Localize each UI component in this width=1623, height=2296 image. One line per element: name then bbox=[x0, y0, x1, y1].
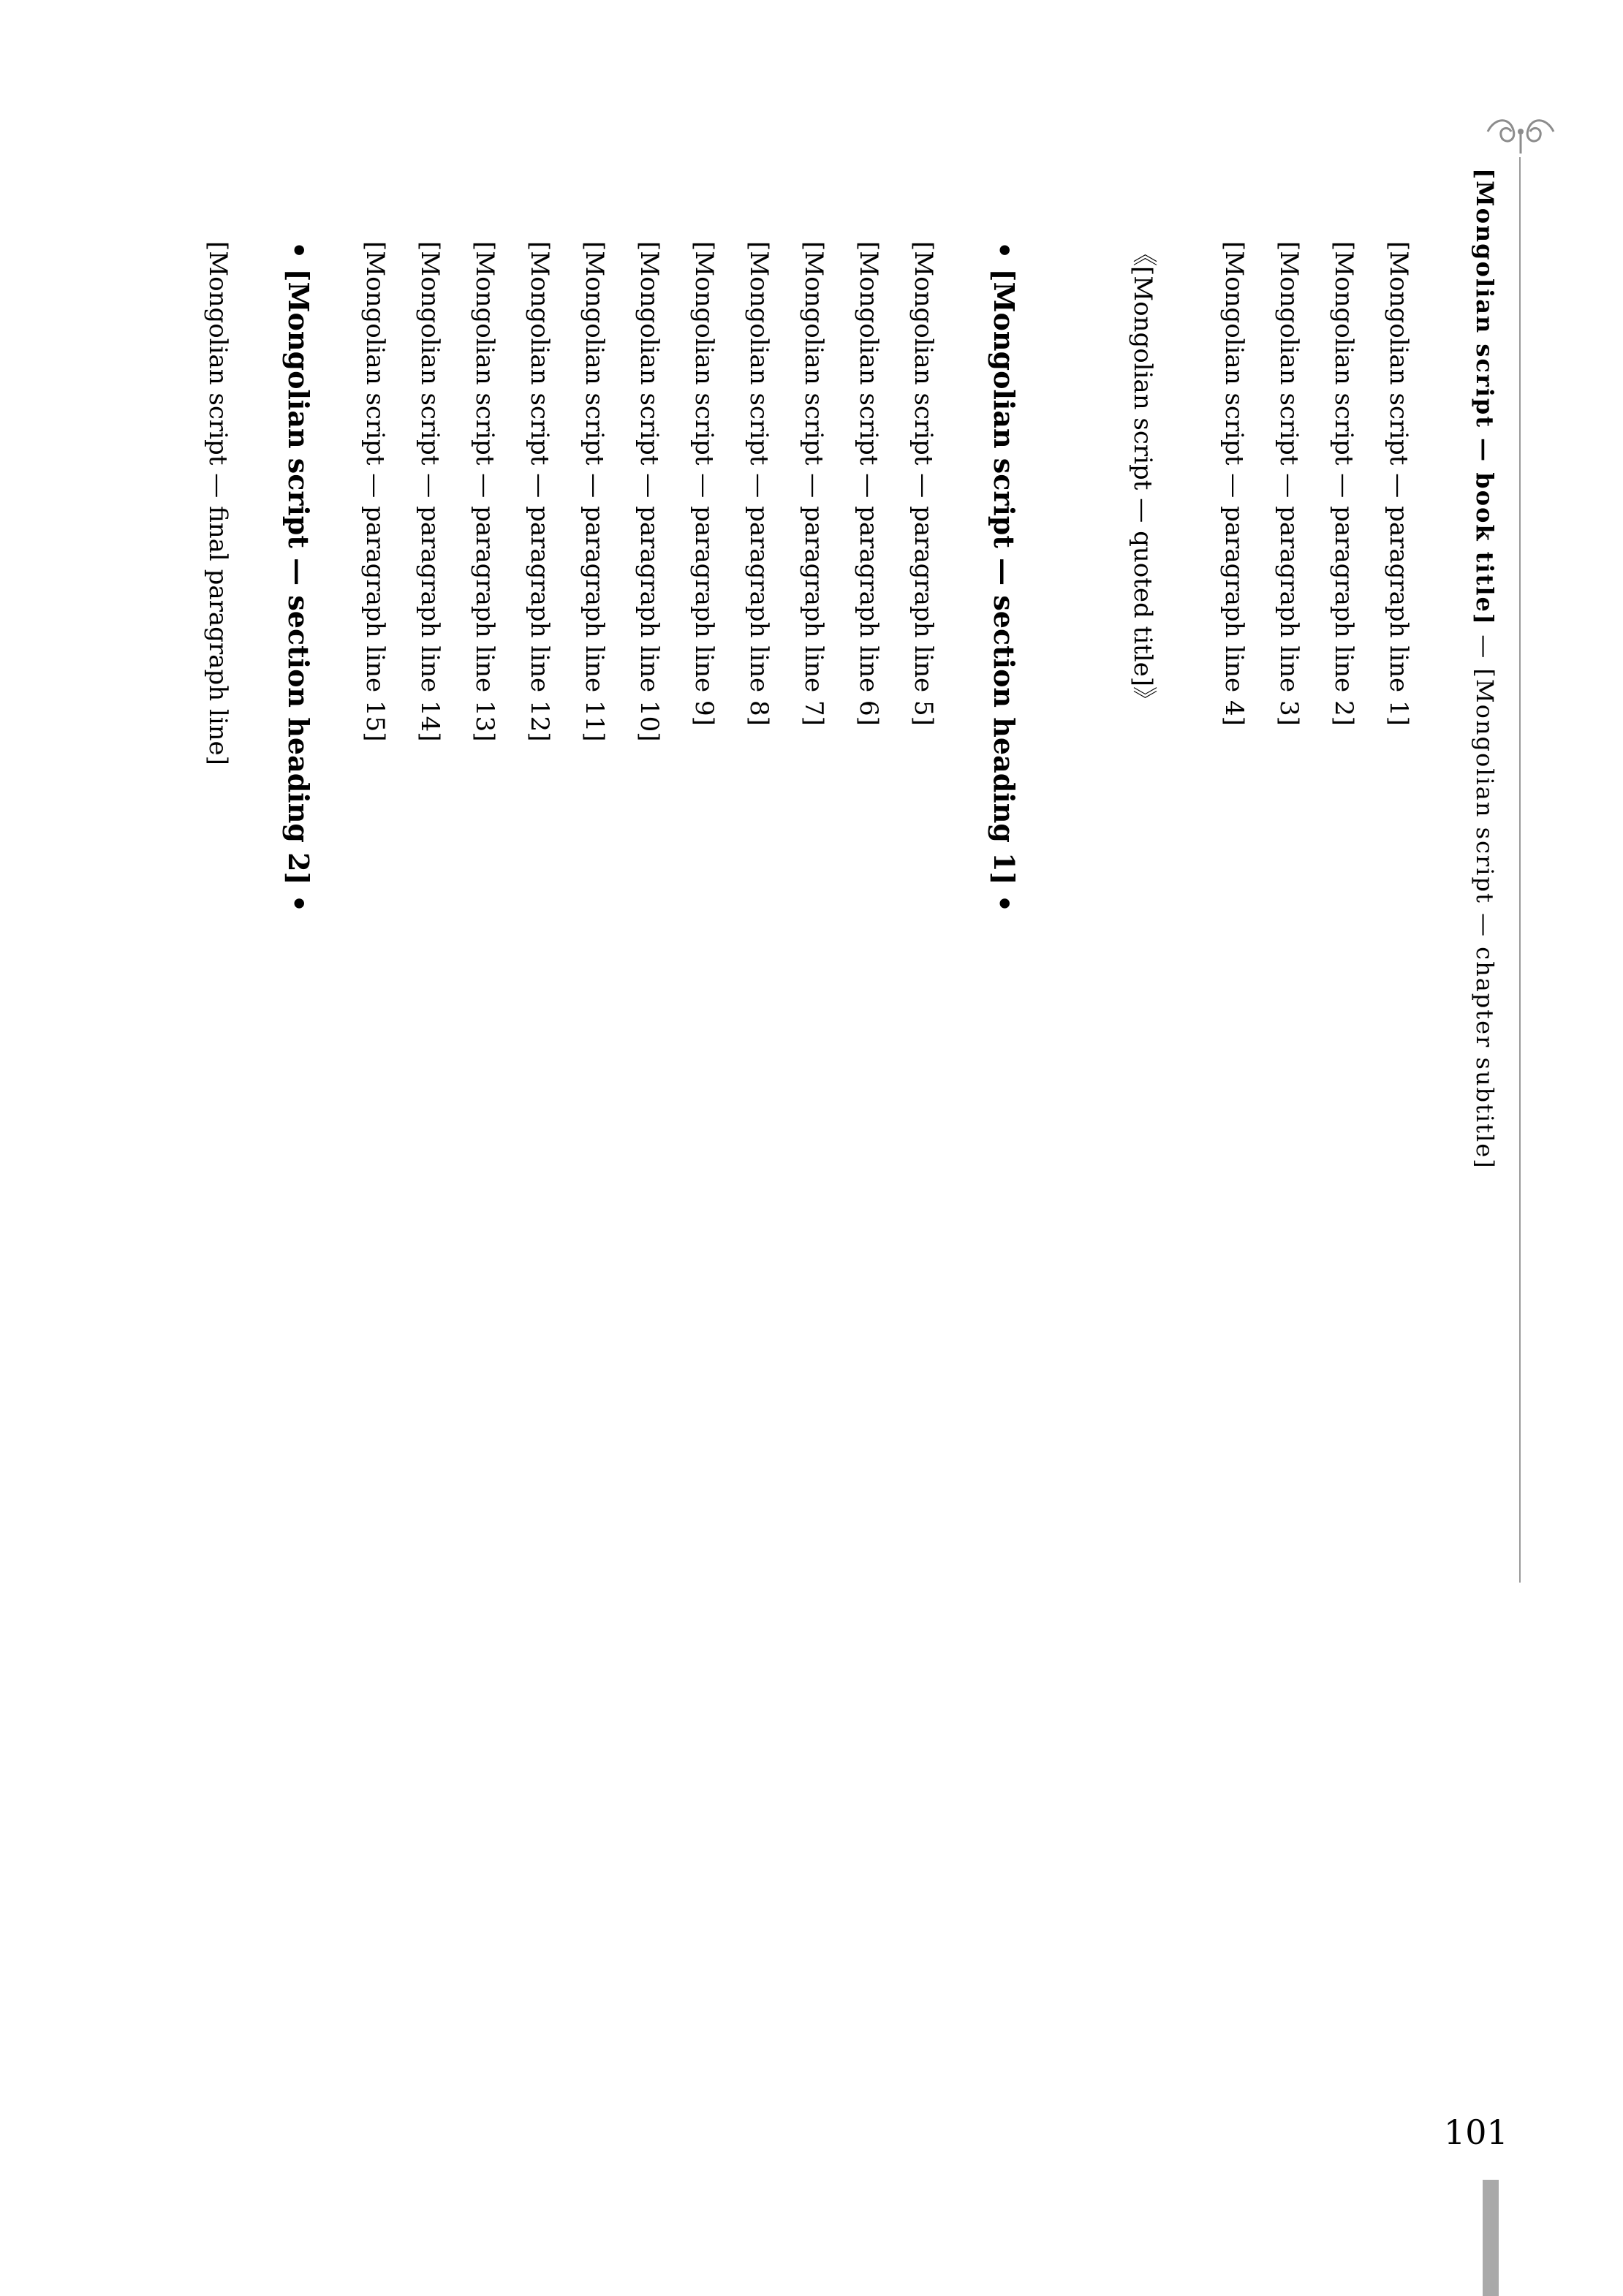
text-line: [Mongolian script — paragraph line 14] bbox=[415, 241, 444, 742]
text-line: [Mongolian script — paragraph line 7] bbox=[799, 241, 828, 726]
text-line: [Mongolian script — paragraph line 8] bbox=[744, 241, 773, 726]
text-line: [Mongolian script — paragraph line 3] bbox=[1274, 241, 1304, 726]
text-line: [Mongolian script — paragraph line 5] bbox=[909, 241, 938, 726]
text-line: [Mongolian script — paragraph line 4] bbox=[1219, 241, 1249, 726]
section-heading: • [Mongolian script — section heading 1] • bbox=[988, 241, 1021, 913]
text-line: [Mongolian script — paragraph line 9] bbox=[689, 241, 719, 726]
text-line: [Mongolian script — final paragraph line] bbox=[203, 241, 232, 765]
section-heading: • [Mongolian script — section heading 2] • bbox=[282, 241, 315, 913]
running-head-subtitle: [Mongolian script — chapter subtitle] bbox=[1471, 668, 1499, 1170]
text-line: [Mongolian script — paragraph line 6] bbox=[854, 241, 883, 726]
text-line: [Mongolian script — paragraph line 10] bbox=[635, 241, 664, 742]
running-head: [Mongolian script — book title] — [Mongolian script — chapter subtitle] bbox=[1471, 168, 1499, 1170]
quoted-title: 《[Mongolian script — quoted title]》 bbox=[1128, 241, 1157, 712]
text-line: [Mongolian script — paragraph line 11] bbox=[580, 241, 609, 742]
running-head-title: [Mongolian script — book title] bbox=[1471, 168, 1499, 626]
page-number: 101 bbox=[1444, 2113, 1508, 2152]
vertical-rule bbox=[1519, 157, 1521, 1583]
text-line: [Mongolian script — paragraph line 12] bbox=[525, 241, 554, 742]
text-line: [Mongolian script — paragraph line 1] bbox=[1384, 241, 1413, 726]
text-line: [Mongolian script — paragraph line 15] bbox=[360, 241, 390, 742]
ornament-icon bbox=[1480, 110, 1561, 154]
text-line: [Mongolian script — paragraph line 13] bbox=[470, 241, 499, 742]
text-line: [Mongolian script — paragraph line 2] bbox=[1329, 241, 1358, 726]
page-edge-bar bbox=[1483, 2180, 1499, 2296]
